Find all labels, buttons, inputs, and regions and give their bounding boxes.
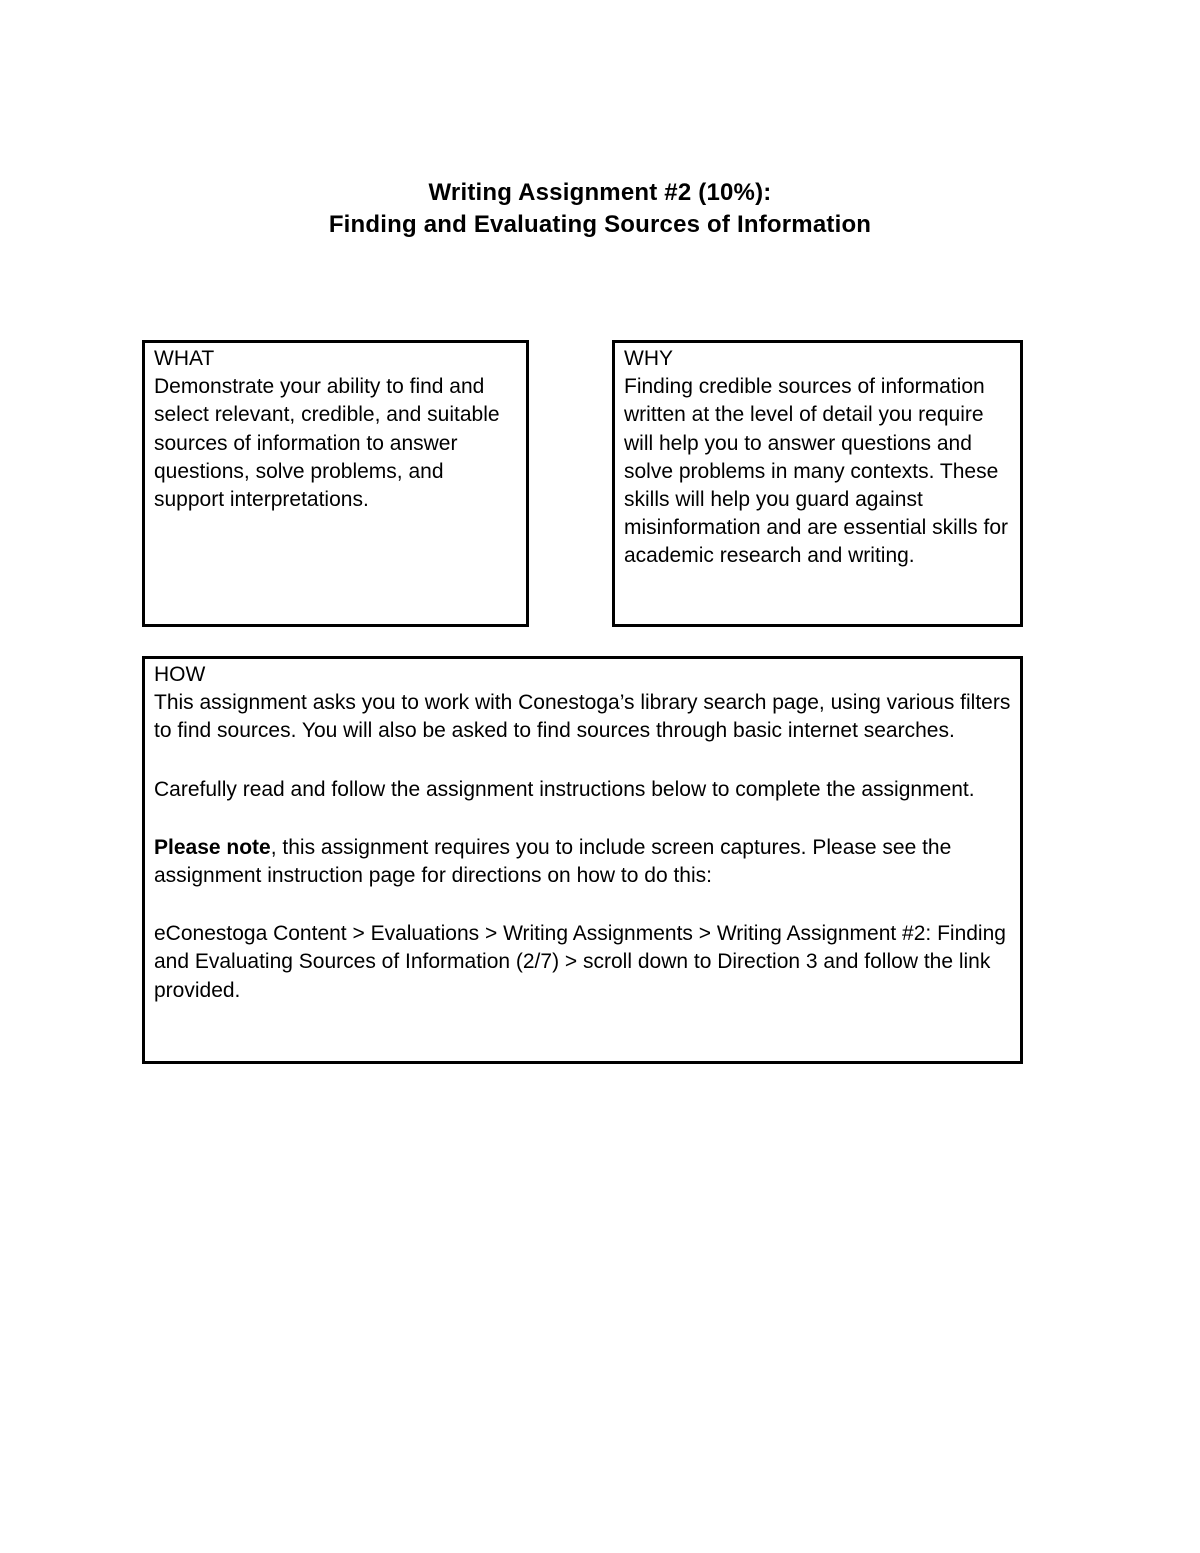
- why-box: [612, 340, 1023, 627]
- why-text: Finding credible sources of information written at the level of detail you require will help you to answer questions and solve problems in many contexts. These skills will help you guard against misinformation and are essential skills for academic research and writing.: [624, 375, 1008, 568]
- why-heading: WHY: [624, 347, 673, 370]
- what-heading: WHAT: [154, 347, 215, 370]
- how-box: [142, 656, 1023, 1064]
- note-text: , this assignment requires you to include screen captures. Please see the assignment instruction page for directions on how to do this:: [154, 835, 952, 888]
- navigation-path: eConestoga Content > Evaluations > Writing Assignments > Writing Assignment #2: Finding and Evaluating Sources of Information (2/7) > scroll down to Direction 3 and follow the link provided.: [154, 922, 1006, 1002]
- what-text: Demonstrate your ability to find and select relevant, credible, and suitable sources of information to answer questions, solve problems, and support interpretations.: [154, 375, 500, 512]
- what-box: [142, 340, 529, 627]
- how-note-paragraph: [154, 834, 1014, 890]
- title-line-2: Finding and Evaluating Sources of Information: [328, 211, 872, 238]
- how-heading: HOW: [154, 663, 206, 686]
- how-paragraph-1: This assignment asks you to work with Conestoga’s library search page, using various filters to find sources. You will also be asked to find sources through basic internet searches.: [154, 691, 1011, 743]
- document-title: [0, 177, 1200, 241]
- note-label: Please note: [154, 835, 271, 859]
- title-line-1: Writing Assignment #2 (10%):: [428, 179, 772, 206]
- how-paragraph-2: Carefully read and follow the assignment instructions below to complete the assignment.: [154, 777, 975, 801]
